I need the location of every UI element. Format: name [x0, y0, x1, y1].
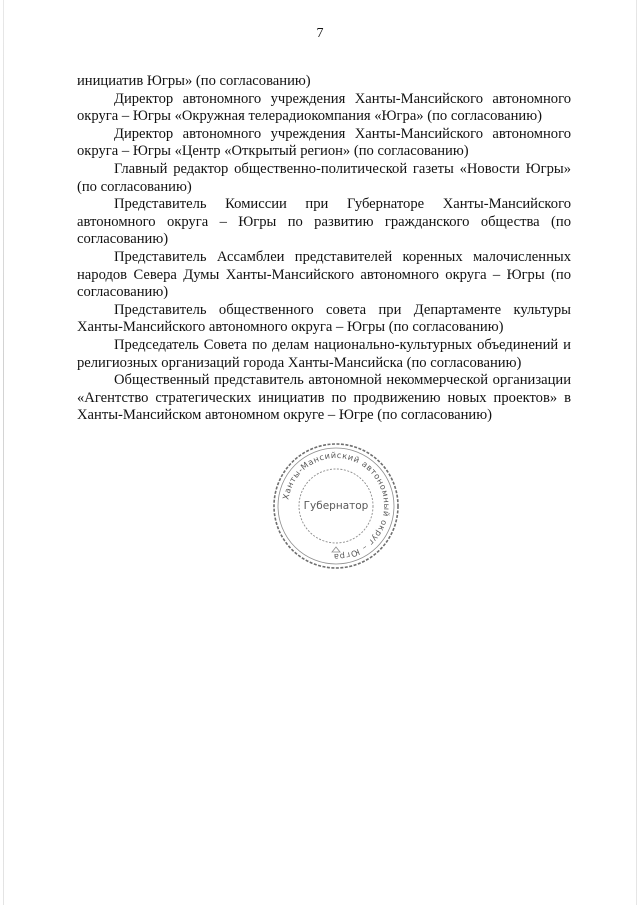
scan-edge-left — [3, 0, 4, 905]
stamp-center-text: Губернатор — [303, 500, 369, 512]
governor-stamp — [270, 440, 402, 572]
paragraph-tv-company-director: Директор автономного учреждения Ханты-Мансийского автономного округа – Югры «Окружная телерадиокомпания «Югра» (по согласованию) — [77, 90, 571, 125]
paragraph-strategic-initiatives-agency: Общественный представитель автономной некоммерческой организации «Агентство стратегических инициатив по продвижению новых проектов» в Ханты-Мансийском автономном округе – Югре (по согласованию) — [77, 372, 571, 424]
paragraph-culture-council: Представитель общественного совета при Департаменте культуры Ханты-Мансийского автономного округа – Югры (по согласованию) — [77, 301, 571, 336]
page-number: 7 — [316, 26, 324, 41]
scan-edge-right — [636, 0, 637, 905]
paragraph-national-cultural-council: Председатель Совета по делам национально-культурных объединений и религиозных организаций города Ханты-Мансийска (по согласованию) — [77, 336, 571, 371]
paragraph-continuation: инициатив Югры» (по согласованию) — [77, 73, 311, 89]
paragraph-indigenous-assembly: Представитель Ассамблеи представителей коренных малочисленных народов Севера Думы Ханты-Мансийского автономного округа – Югры (по согласованию) — [77, 248, 571, 301]
paragraph-open-region-director: Директор автономного учреждения Ханты-Мансийского автономного округа – Югры «Центр «Открытый регион» (по согласованию) — [77, 125, 571, 160]
paragraph-civil-society-commission: Представитель Комиссии при Губернаторе Ханты-Мансийского автономного округа – Югры по развитию гражданского общества (по согласованию) — [77, 196, 571, 248]
stamp-icon — [270, 440, 402, 572]
document-body — [77, 73, 571, 425]
paragraph-newspaper-editor: Главный редактор общественно-политической газеты «Новости Югры» (по согласованию) — [77, 160, 571, 195]
stamp-ring-text: Ханты-Мансийский автономный округ – Югра — [280, 449, 393, 563]
